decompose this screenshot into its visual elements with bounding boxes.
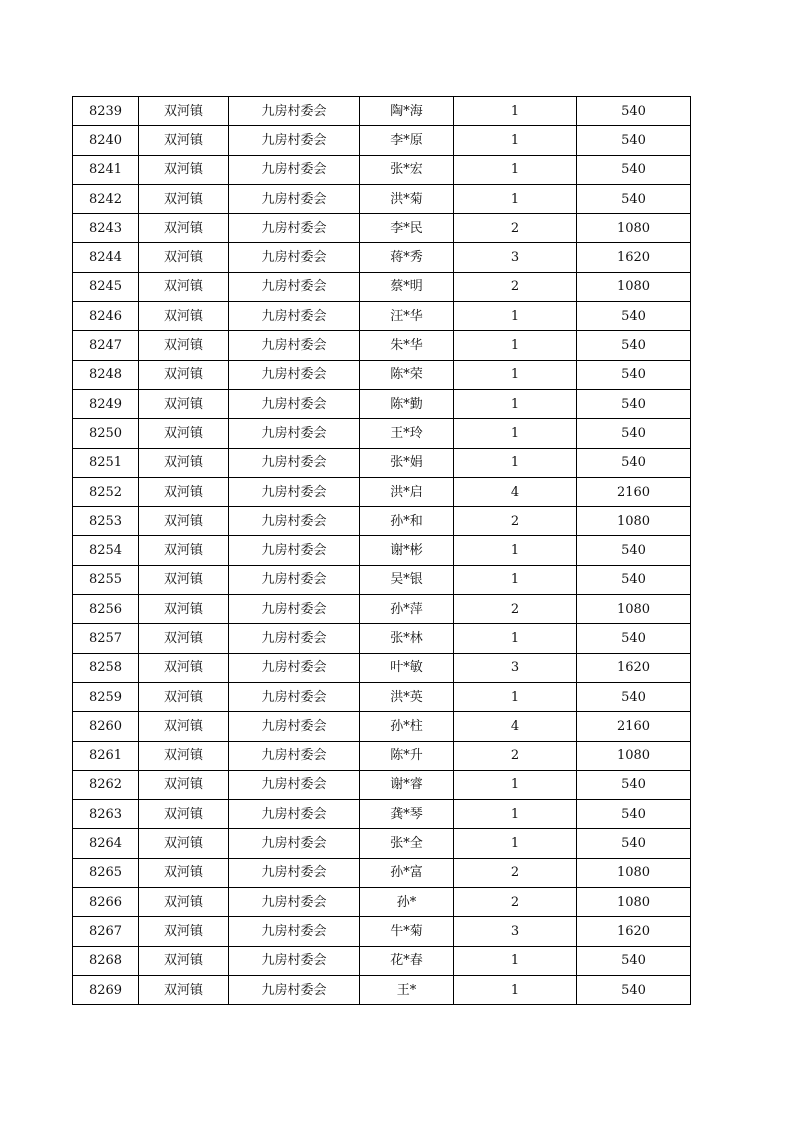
- count-cell: 1: [454, 536, 577, 565]
- count-cell: 1: [454, 624, 577, 653]
- count-cell: 3: [454, 917, 577, 946]
- row-number-cell: 8253: [73, 507, 139, 536]
- town-cell: 双河镇: [139, 184, 229, 213]
- village-committee-cell: 九房村委会: [229, 389, 360, 418]
- count-cell: 1: [454, 184, 577, 213]
- count-cell: 1: [454, 829, 577, 858]
- count-cell: 1: [454, 97, 577, 126]
- amount-cell: 1080: [577, 888, 691, 917]
- town-cell: 双河镇: [139, 741, 229, 770]
- village-committee-cell: 九房村委会: [229, 770, 360, 799]
- town-cell: 双河镇: [139, 331, 229, 360]
- row-number-cell: 8241: [73, 155, 139, 184]
- village-committee-cell: 九房村委会: [229, 917, 360, 946]
- amount-cell: 540: [577, 302, 691, 331]
- table-row: [73, 243, 691, 272]
- count-cell: 1: [454, 975, 577, 1004]
- name-cell: 蔡*明: [360, 272, 454, 301]
- amount-cell: 1080: [577, 214, 691, 243]
- row-number-cell: 8245: [73, 272, 139, 301]
- count-cell: 3: [454, 653, 577, 682]
- table-row: [73, 595, 691, 624]
- table-row: [73, 624, 691, 653]
- count-cell: 1: [454, 565, 577, 594]
- town-cell: 双河镇: [139, 389, 229, 418]
- town-cell: 双河镇: [139, 682, 229, 711]
- amount-cell: 540: [577, 829, 691, 858]
- village-committee-cell: 九房村委会: [229, 272, 360, 301]
- town-cell: 双河镇: [139, 653, 229, 682]
- town-cell: 双河镇: [139, 126, 229, 155]
- table-row: [73, 536, 691, 565]
- town-cell: 双河镇: [139, 858, 229, 887]
- amount-cell: 540: [577, 565, 691, 594]
- data-table: [72, 96, 691, 1005]
- name-cell: 陈*升: [360, 741, 454, 770]
- count-cell: 4: [454, 712, 577, 741]
- village-committee-cell: 九房村委会: [229, 448, 360, 477]
- row-number-cell: 8244: [73, 243, 139, 272]
- name-cell: 张*林: [360, 624, 454, 653]
- count-cell: 2: [454, 741, 577, 770]
- row-number-cell: 8248: [73, 360, 139, 389]
- town-cell: 双河镇: [139, 419, 229, 448]
- name-cell: 陈*勤: [360, 389, 454, 418]
- row-number-cell: 8239: [73, 97, 139, 126]
- village-committee-cell: 九房村委会: [229, 360, 360, 389]
- name-cell: 洪*启: [360, 477, 454, 506]
- name-cell: 张*宏: [360, 155, 454, 184]
- count-cell: 1: [454, 946, 577, 975]
- name-cell: 汪*华: [360, 302, 454, 331]
- count-cell: 1: [454, 448, 577, 477]
- town-cell: 双河镇: [139, 477, 229, 506]
- amount-cell: 540: [577, 624, 691, 653]
- row-number-cell: 8250: [73, 419, 139, 448]
- table-row: [73, 419, 691, 448]
- name-cell: 叶*敏: [360, 653, 454, 682]
- row-number-cell: 8263: [73, 800, 139, 829]
- count-cell: 2: [454, 214, 577, 243]
- amount-cell: 1080: [577, 858, 691, 887]
- name-cell: 蒋*秀: [360, 243, 454, 272]
- amount-cell: 540: [577, 448, 691, 477]
- name-cell: 张*娟: [360, 448, 454, 477]
- name-cell: 牛*菊: [360, 917, 454, 946]
- name-cell: 孙*萍: [360, 595, 454, 624]
- amount-cell: 2160: [577, 712, 691, 741]
- count-cell: 1: [454, 800, 577, 829]
- village-committee-cell: 九房村委会: [229, 682, 360, 711]
- amount-cell: 540: [577, 360, 691, 389]
- name-cell: 孙*柱: [360, 712, 454, 741]
- village-committee-cell: 九房村委会: [229, 331, 360, 360]
- village-committee-cell: 九房村委会: [229, 624, 360, 653]
- town-cell: 双河镇: [139, 712, 229, 741]
- table-row: [73, 770, 691, 799]
- row-number-cell: 8252: [73, 477, 139, 506]
- amount-cell: 1080: [577, 595, 691, 624]
- town-cell: 双河镇: [139, 770, 229, 799]
- count-cell: 1: [454, 360, 577, 389]
- table-row: [73, 360, 691, 389]
- count-cell: 2: [454, 888, 577, 917]
- town-cell: 双河镇: [139, 360, 229, 389]
- table-row: [73, 741, 691, 770]
- name-cell: 王*玲: [360, 419, 454, 448]
- count-cell: 1: [454, 155, 577, 184]
- count-cell: 3: [454, 243, 577, 272]
- name-cell: 洪*英: [360, 682, 454, 711]
- count-cell: 1: [454, 770, 577, 799]
- table-row: [73, 302, 691, 331]
- table-row: [73, 946, 691, 975]
- village-committee-cell: 九房村委会: [229, 888, 360, 917]
- name-cell: 花*春: [360, 946, 454, 975]
- table-row: [73, 214, 691, 243]
- name-cell: 孙*: [360, 888, 454, 917]
- count-cell: 1: [454, 331, 577, 360]
- row-number-cell: 8243: [73, 214, 139, 243]
- amount-cell: 540: [577, 155, 691, 184]
- village-committee-cell: 九房村委会: [229, 97, 360, 126]
- count-cell: 2: [454, 595, 577, 624]
- amount-cell: 540: [577, 97, 691, 126]
- amount-cell: 1620: [577, 243, 691, 272]
- row-number-cell: 8267: [73, 917, 139, 946]
- town-cell: 双河镇: [139, 565, 229, 594]
- table-row: [73, 184, 691, 213]
- village-committee-cell: 九房村委会: [229, 155, 360, 184]
- amount-cell: 540: [577, 419, 691, 448]
- count-cell: 2: [454, 507, 577, 536]
- village-committee-cell: 九房村委会: [229, 419, 360, 448]
- row-number-cell: 8247: [73, 331, 139, 360]
- amount-cell: 1620: [577, 653, 691, 682]
- village-committee-cell: 九房村委会: [229, 126, 360, 155]
- town-cell: 双河镇: [139, 536, 229, 565]
- table-row: [73, 800, 691, 829]
- name-cell: 谢*彬: [360, 536, 454, 565]
- table-body: [73, 97, 691, 1005]
- count-cell: 1: [454, 126, 577, 155]
- table-row: [73, 507, 691, 536]
- name-cell: 洪*菊: [360, 184, 454, 213]
- village-committee-cell: 九房村委会: [229, 214, 360, 243]
- table-row: [73, 97, 691, 126]
- village-committee-cell: 九房村委会: [229, 184, 360, 213]
- row-number-cell: 8249: [73, 389, 139, 418]
- town-cell: 双河镇: [139, 272, 229, 301]
- amount-cell: 540: [577, 946, 691, 975]
- row-number-cell: 8258: [73, 653, 139, 682]
- amount-cell: 1080: [577, 272, 691, 301]
- table-row: [73, 858, 691, 887]
- village-committee-cell: 九房村委会: [229, 829, 360, 858]
- table-row: [73, 565, 691, 594]
- table-row: [73, 331, 691, 360]
- name-cell: 孙*和: [360, 507, 454, 536]
- village-committee-cell: 九房村委会: [229, 507, 360, 536]
- village-committee-cell: 九房村委会: [229, 477, 360, 506]
- town-cell: 双河镇: [139, 946, 229, 975]
- town-cell: 双河镇: [139, 624, 229, 653]
- table-row: [73, 829, 691, 858]
- amount-cell: 540: [577, 536, 691, 565]
- count-cell: 2: [454, 858, 577, 887]
- table-row: [73, 682, 691, 711]
- town-cell: 双河镇: [139, 214, 229, 243]
- village-committee-cell: 九房村委会: [229, 653, 360, 682]
- count-cell: 2: [454, 272, 577, 301]
- town-cell: 双河镇: [139, 829, 229, 858]
- name-cell: 陶*海: [360, 97, 454, 126]
- table-row: [73, 917, 691, 946]
- name-cell: 谢*睿: [360, 770, 454, 799]
- row-number-cell: 8269: [73, 975, 139, 1004]
- village-committee-cell: 九房村委会: [229, 243, 360, 272]
- name-cell: 张*全: [360, 829, 454, 858]
- table-row: [73, 155, 691, 184]
- row-number-cell: 8268: [73, 946, 139, 975]
- row-number-cell: 8266: [73, 888, 139, 917]
- row-number-cell: 8242: [73, 184, 139, 213]
- count-cell: 1: [454, 389, 577, 418]
- town-cell: 双河镇: [139, 800, 229, 829]
- row-number-cell: 8262: [73, 770, 139, 799]
- town-cell: 双河镇: [139, 975, 229, 1004]
- name-cell: 陈*荣: [360, 360, 454, 389]
- amount-cell: 540: [577, 770, 691, 799]
- town-cell: 双河镇: [139, 243, 229, 272]
- row-number-cell: 8255: [73, 565, 139, 594]
- village-committee-cell: 九房村委会: [229, 741, 360, 770]
- count-cell: 1: [454, 419, 577, 448]
- village-committee-cell: 九房村委会: [229, 536, 360, 565]
- amount-cell: 540: [577, 331, 691, 360]
- amount-cell: 540: [577, 126, 691, 155]
- name-cell: 李*原: [360, 126, 454, 155]
- town-cell: 双河镇: [139, 507, 229, 536]
- table-row: [73, 975, 691, 1004]
- village-committee-cell: 九房村委会: [229, 858, 360, 887]
- row-number-cell: 8246: [73, 302, 139, 331]
- count-cell: 1: [454, 682, 577, 711]
- town-cell: 双河镇: [139, 97, 229, 126]
- count-cell: 4: [454, 477, 577, 506]
- table-row: [73, 448, 691, 477]
- amount-cell: 1080: [577, 741, 691, 770]
- town-cell: 双河镇: [139, 155, 229, 184]
- row-number-cell: 8257: [73, 624, 139, 653]
- table-row: [73, 888, 691, 917]
- row-number-cell: 8254: [73, 536, 139, 565]
- amount-cell: 2160: [577, 477, 691, 506]
- village-committee-cell: 九房村委会: [229, 302, 360, 331]
- row-number-cell: 8251: [73, 448, 139, 477]
- row-number-cell: 8261: [73, 741, 139, 770]
- row-number-cell: 8264: [73, 829, 139, 858]
- count-cell: 1: [454, 302, 577, 331]
- name-cell: 李*民: [360, 214, 454, 243]
- amount-cell: 540: [577, 389, 691, 418]
- amount-cell: 1080: [577, 507, 691, 536]
- village-committee-cell: 九房村委会: [229, 565, 360, 594]
- table-row: [73, 477, 691, 506]
- village-committee-cell: 九房村委会: [229, 800, 360, 829]
- village-committee-cell: 九房村委会: [229, 946, 360, 975]
- table-row: [73, 712, 691, 741]
- town-cell: 双河镇: [139, 888, 229, 917]
- name-cell: 龚*琴: [360, 800, 454, 829]
- amount-cell: 540: [577, 800, 691, 829]
- amount-cell: 540: [577, 975, 691, 1004]
- table-row: [73, 272, 691, 301]
- amount-cell: 540: [577, 682, 691, 711]
- row-number-cell: 8265: [73, 858, 139, 887]
- village-committee-cell: 九房村委会: [229, 595, 360, 624]
- table-row: [73, 389, 691, 418]
- town-cell: 双河镇: [139, 595, 229, 624]
- table-row: [73, 653, 691, 682]
- name-cell: 朱*华: [360, 331, 454, 360]
- row-number-cell: 8259: [73, 682, 139, 711]
- amount-cell: 540: [577, 184, 691, 213]
- village-committee-cell: 九房村委会: [229, 712, 360, 741]
- village-committee-cell: 九房村委会: [229, 975, 360, 1004]
- table-row: [73, 126, 691, 155]
- town-cell: 双河镇: [139, 302, 229, 331]
- town-cell: 双河镇: [139, 917, 229, 946]
- name-cell: 孙*富: [360, 858, 454, 887]
- row-number-cell: 8240: [73, 126, 139, 155]
- town-cell: 双河镇: [139, 448, 229, 477]
- name-cell: 吴*银: [360, 565, 454, 594]
- row-number-cell: 8260: [73, 712, 139, 741]
- name-cell: 王*: [360, 975, 454, 1004]
- amount-cell: 1620: [577, 917, 691, 946]
- row-number-cell: 8256: [73, 595, 139, 624]
